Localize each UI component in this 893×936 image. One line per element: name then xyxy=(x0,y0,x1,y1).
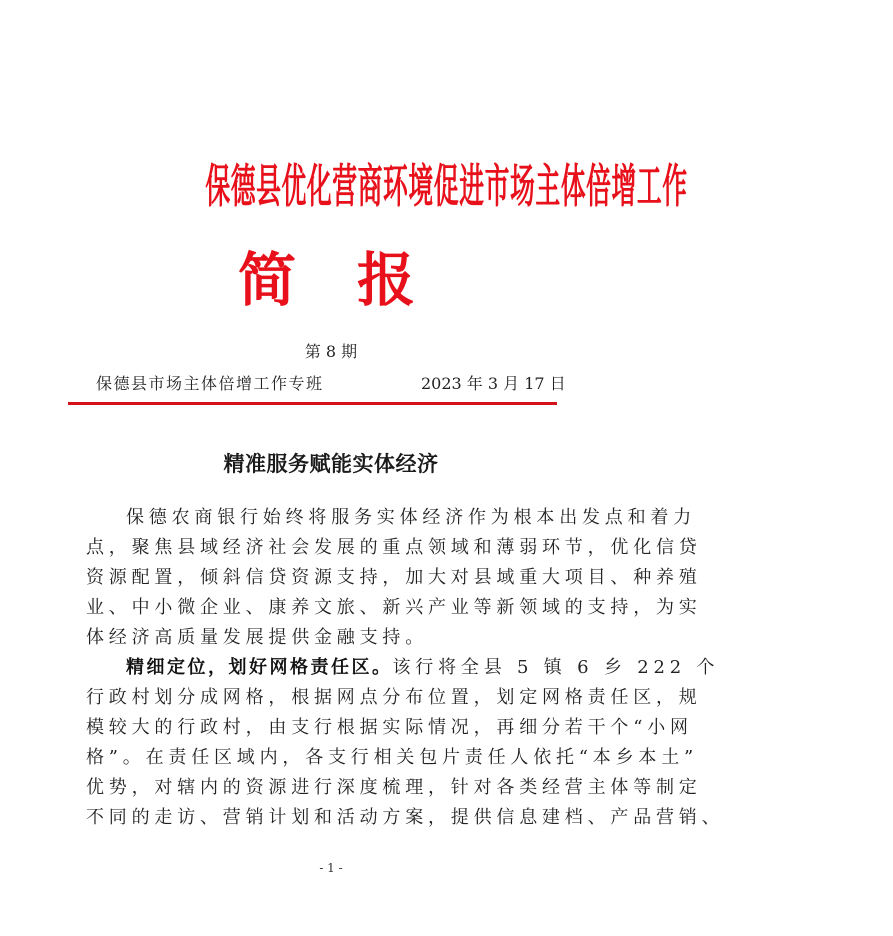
body-text: 该行将全县 5 镇 6 乡 222 个 xyxy=(392,657,720,678)
issuer-name: 保德县市场主体倍增工作专班 xyxy=(96,374,324,393)
body-text: 不同的走访、营销计划和活动方案，提供信息建档、产品营销、 xyxy=(86,807,725,828)
body-text: 优势，对辖内的资源进行深度梳理，针对各类经营主体等制定 xyxy=(86,777,702,798)
body-text-line xyxy=(86,593,702,623)
body-text-line xyxy=(86,653,720,683)
body-text: 模较大的行政村，由支行根据实际情况，再细分若干个“小网 xyxy=(86,717,693,738)
issue-number: 第 8 期 xyxy=(304,342,358,361)
issue-date: 2023 年 3 月 17 日 xyxy=(421,374,566,393)
body-text-line xyxy=(86,773,702,803)
body-text: 资源配置，倾斜信贷资源支持，加大对县域重大项目、种养殖 xyxy=(86,567,702,588)
body-text: 体经济高质量发展提供金融支持。 xyxy=(86,627,428,648)
brief-title-char-1: 简 xyxy=(238,246,297,314)
body-text-line xyxy=(86,803,725,833)
body-text-line xyxy=(86,683,702,713)
body-text: 格”。在责任区域内，各支行相关包片责任人依托“本乡本土” xyxy=(86,747,699,768)
body-text: 业、中小微企业、康养文旅、新兴产业等新领域的支持，为实 xyxy=(86,597,702,618)
body-text-line xyxy=(86,563,702,593)
article-title: 精准服务赋能实体经济 xyxy=(223,451,439,476)
page-number: - 1 - xyxy=(319,861,343,875)
masthead-title-text: 保德县优化营商环境促进市场主体倍增工作 xyxy=(205,159,688,213)
masthead-title xyxy=(0,156,688,216)
brief-title xyxy=(0,244,662,316)
red-divider-rule xyxy=(68,402,557,405)
section-lead-heading: 精细定位，划好网格责任区。 xyxy=(126,657,393,678)
body-text: 行政村划分成网格，根据网点分布位置，划定网格责任区，规 xyxy=(86,687,702,708)
body-text-line xyxy=(86,743,699,773)
body-text-line xyxy=(86,713,693,743)
body-text-line xyxy=(86,533,702,563)
body-text-line xyxy=(86,503,696,533)
body-text: 点，聚焦县域经济社会发展的重点领域和薄弱环节，优化信贷 xyxy=(86,537,702,558)
brief-title-char-2: 报 xyxy=(357,246,416,314)
article-body xyxy=(86,503,725,833)
body-text: 保德农商银行始终将服务实体经济作为根本出发点和着力 xyxy=(126,507,696,528)
body-text-line xyxy=(86,623,576,653)
